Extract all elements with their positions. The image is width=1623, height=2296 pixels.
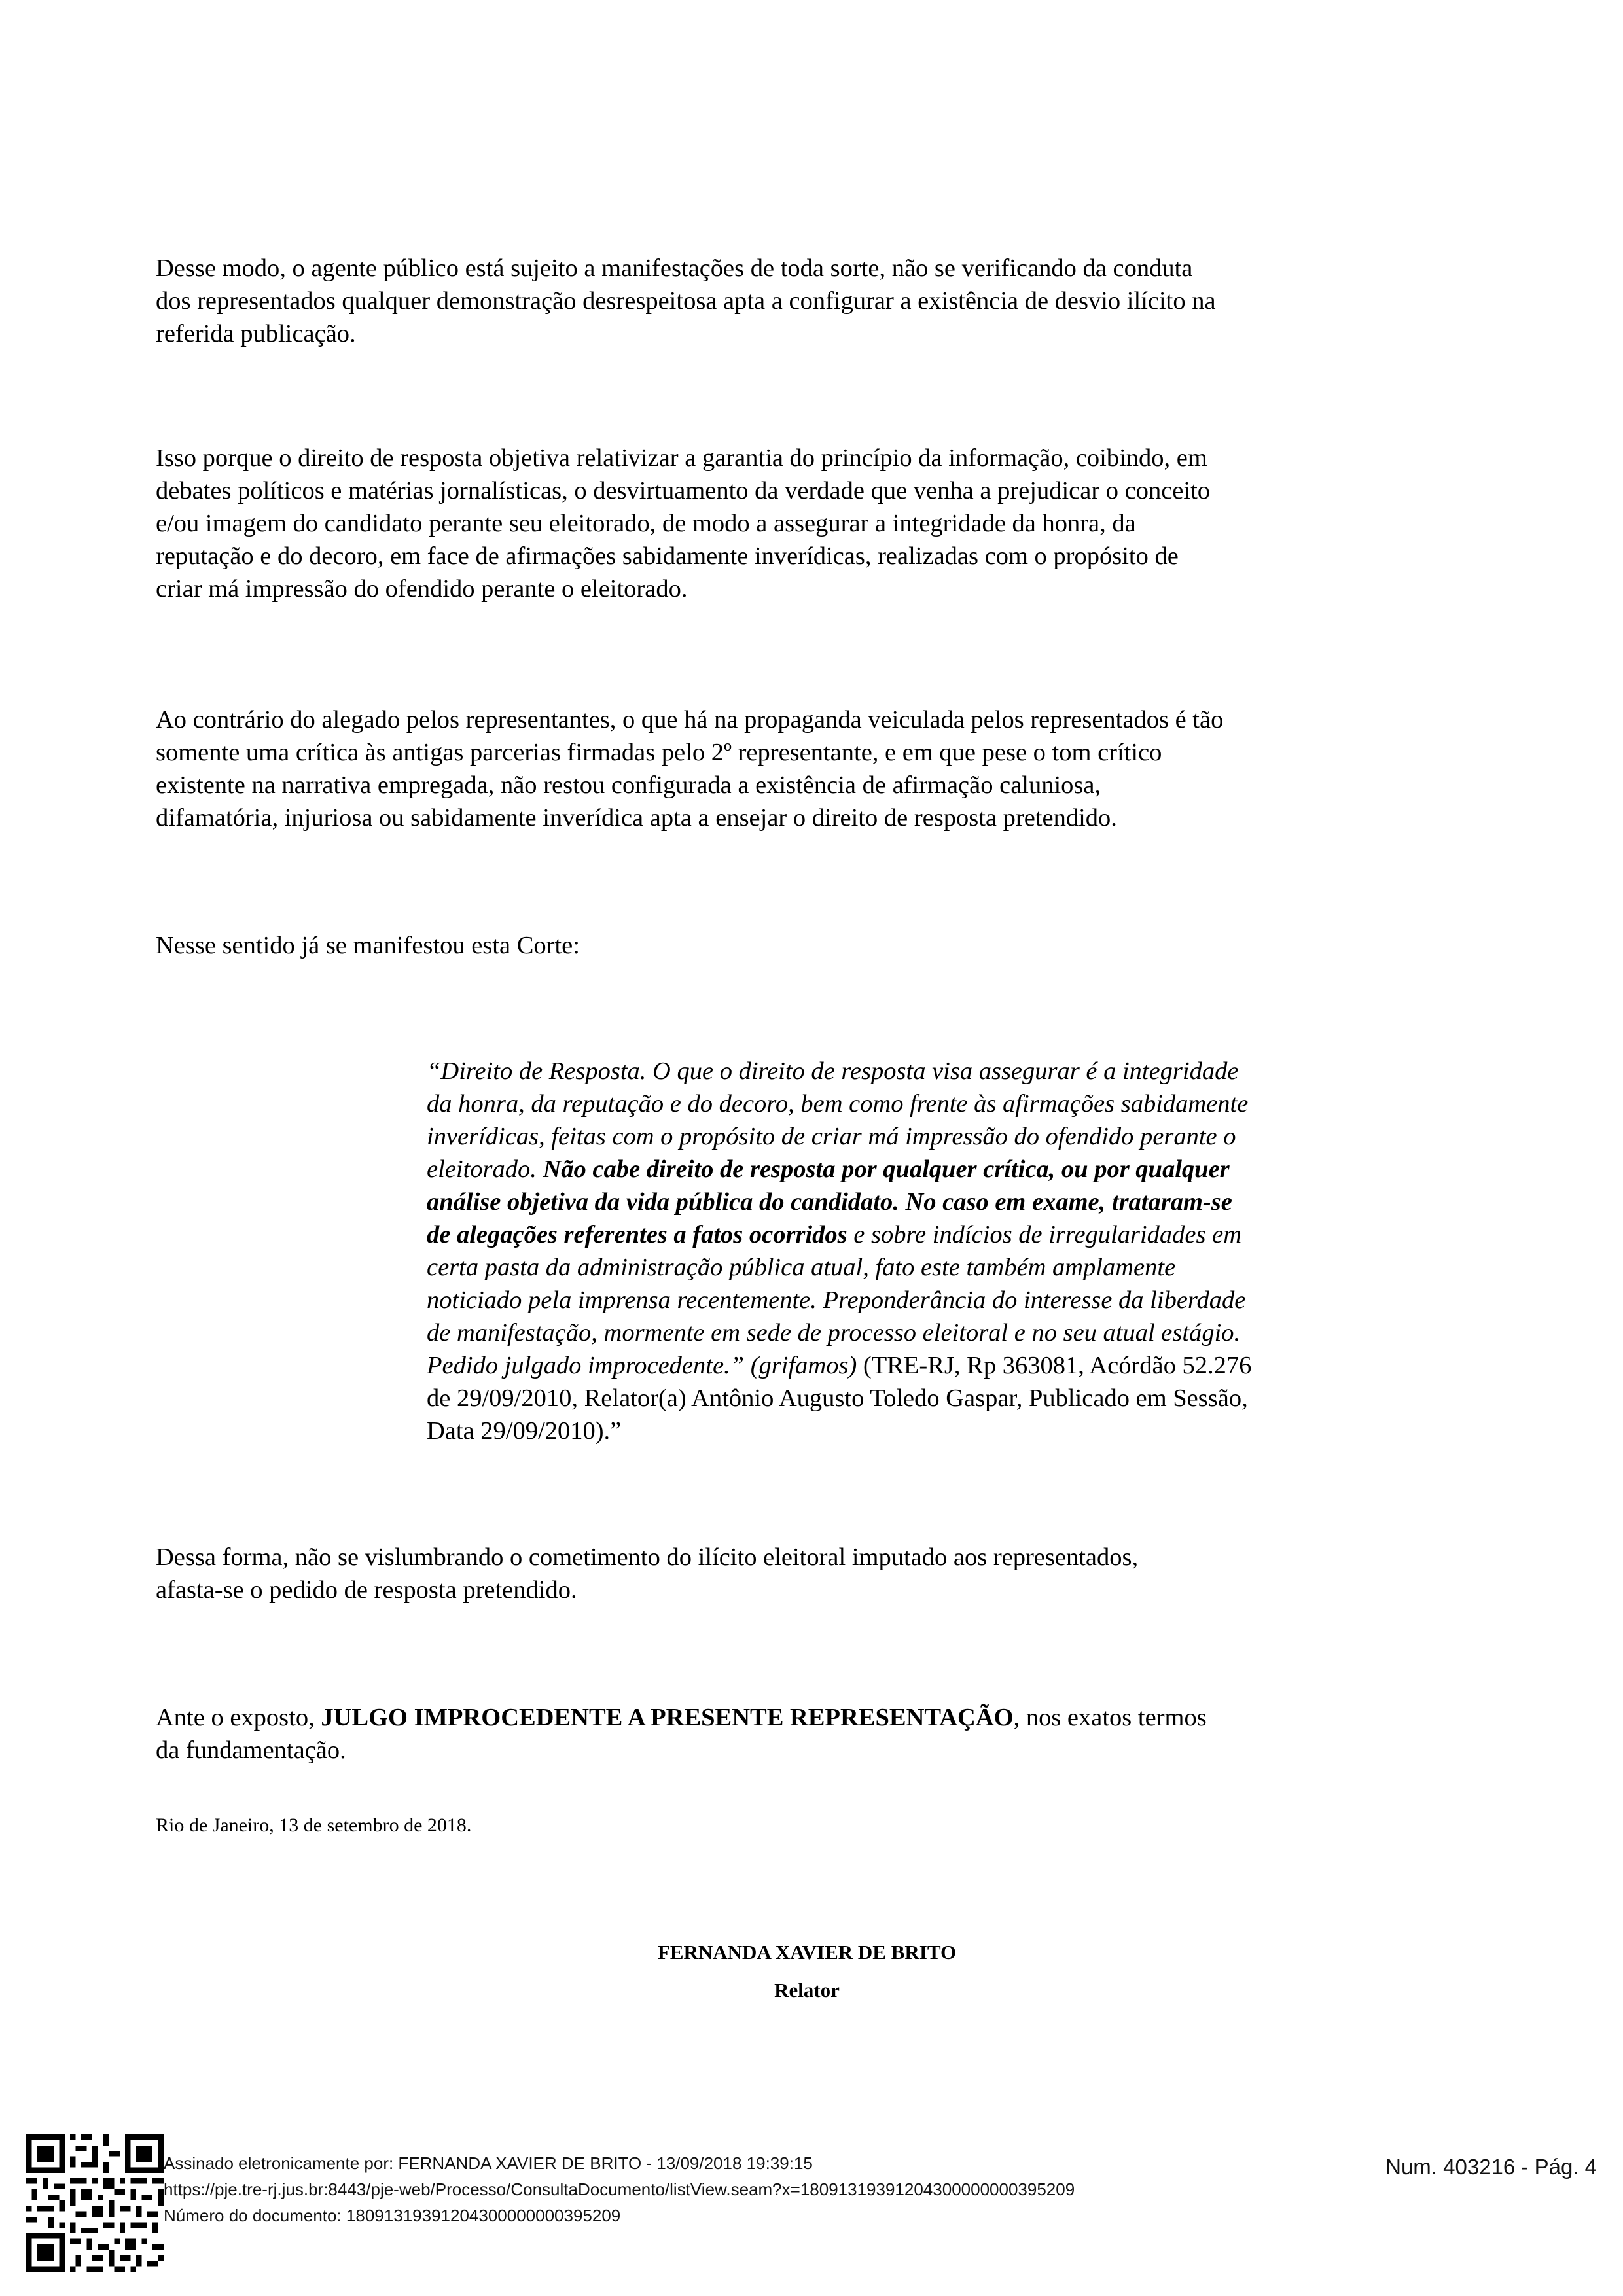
paragraph-5: Dessa forma, não se vislumbrando o cometimento do ilícito eleitoral imputado aos representados, afasta-se o pedido de resposta pretendido. (156, 1544, 1139, 1604)
qr-code-icon (26, 2134, 164, 2272)
quote-emphasis: Não cabe direito de resposta por qualquer crítica, ou por qualquer análise objetiva da vida pública do candidato. No caso em exame, trataram-se de alegações referentes a fatos ocorridos (427, 1156, 1232, 1248)
ruling-decision: JULGO IMPROCEDENTE A PRESENTE REPRESENTAÇÃO (321, 1704, 1014, 1731)
signature-footer (164, 2150, 1075, 2229)
page-number: Num. 403216 - Pág. 4 (1385, 2155, 1597, 2179)
paragraph-2: Isso porque o direito de resposta objetiva relativizar a garantia do princípio da informação, coibindo, em debates políticos e matérias jornalísticas, o desvirtuamento da verdade que venha a prejudicar o conceito e/ou imagem do candidato perante seu eleitorado, de modo a assegurar a integridade da honra, da reputação e do decoro, em face de afirmações sabidamente inverídicas, realizadas com o propósito de criar má impressão do ofendido perante o eleitorado. (156, 444, 1211, 603)
paragraph-4: Nesse sentido já se manifestou esta Corte: (156, 932, 580, 959)
jurisprudence-quote (427, 1055, 1389, 1447)
paragraph-6 (156, 1701, 1425, 1767)
paragraph-3: Ao contrário do alegado pelos representantes, o que há na propaganda veiculada pelos representados é tão somente uma crítica às antigas parcerias firmadas pelo 2º representante, e em que pese o tom crítico existente na narrativa empregada, não restou configurada a existência de afirmação caluniosa, difamatória, injuriosa ou sabidamente inverídica apta a ensejar o direito de resposta pretendido. (156, 706, 1224, 832)
quote-citation: (TRE-RJ, Rp 363081, Acórdão 52.276 de 29/09/2010, Relator(a) Antônio Augusto Toledo Gaspar, Publicado em Sessão, Data 29/09/2010).” (427, 1352, 1252, 1445)
signer-role: Relator (774, 1979, 840, 2002)
ruling-tail: , nos exatos termos da fundamentação. (156, 1704, 1207, 1764)
quote-text-2: e sobre indícios de irregularidades em certa pasta da administração pública atual, fato este também amplamente noticiado pela imprensa recentemente. Preponderância do interesse da liberdade de manifestação, mormente em sede de processo eleitoral e no seu atual estágio. Pedido julgado improcedente.” (grifamos) (427, 1221, 1246, 1379)
ruling-intro: Ante o exposto, (156, 1704, 321, 1731)
document-url-link[interactable]: https://pje.tre-rj.jus.br:8443/pje-web/Processo/ConsultaDocumento/listView.seam?x=18091319391204300000000395209 (164, 2180, 1075, 2199)
quote-text-1: “Direito de Resposta. O que o direito de resposta visa assegurar é a integridade da honra, da reputação e do decoro, bem como frente às afirmações sabidamente inverídicas, feitas com o propósito de criar má impressão do ofendido perante o eleitorado. (427, 1057, 1249, 1183)
place-and-date: Rio de Janeiro, 13 de setembro de 2018. (156, 1814, 472, 1836)
signed-by-line: Assinado eletronicamente por: FERNANDA XAVIER DE BRITO - 13/09/2018 19:39:15 (164, 2153, 813, 2173)
paragraph-1: Desse modo, o agente público está sujeito a manifestações de toda sorte, não se verificando da conduta dos representados qualquer demonstração desrespeitosa apta a configurar a existência de desvio ilícito na referida publicação. (156, 255, 1216, 347)
document-number-line: Número do documento: 18091319391204300000000395209 (164, 2206, 621, 2225)
signer-name: FERNANDA XAVIER DE BRITO (657, 1941, 957, 1964)
